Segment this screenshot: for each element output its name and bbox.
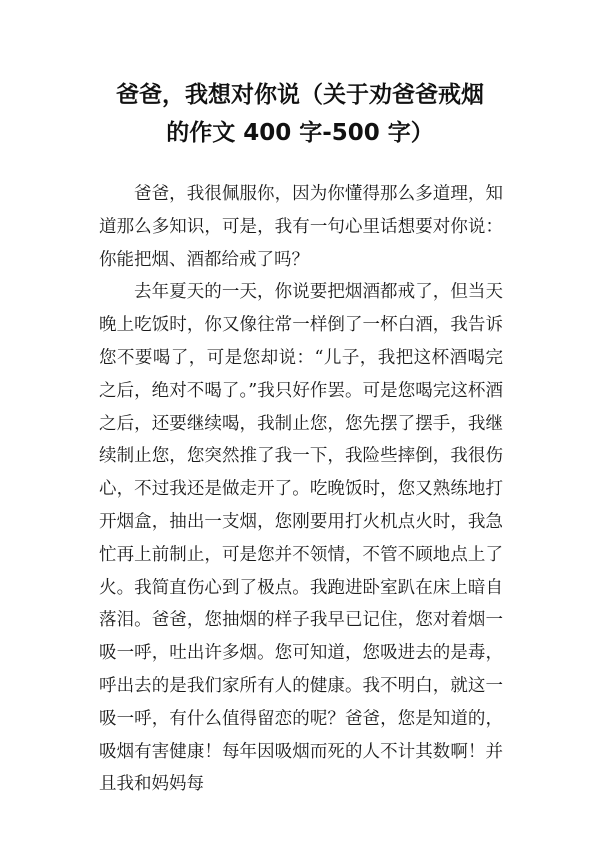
- paragraph-1: 爸爸，我很佩服你，因为你懂得那么多道理，知道那么多知识，可是，我有一句心里话想要对你说：你能把烟、酒都给戒了吗？: [99, 184, 503, 270]
- document-body: [99, 178, 503, 801]
- title-line-2: 的作文 400 字-500 字）: [166, 120, 434, 146]
- title-line-1: 爸爸，我想对你说（关于劝爸爸戒烟: [116, 82, 484, 108]
- document-title: [60, 76, 540, 152]
- paragraph-2: 去年夏天的一天，你说要把烟酒都戒了，但当天晚上吃饭时，你又像往常一样倒了一杯白酒，我告诉您不要喝了，可是您却说：“儿子，我把这杯酒喝完之后，绝对不喝了。”我只好作罢。可是您喝完这杯酒之后，还要继续喝，我制止您，您先摆了摆手，我继续制止您，您突然推了我一下，我险些摔倒，我很伤心，不过我还是做走开了。吃晚饭时，您又熟练地打开烟盒，抽出一支烟，您刚要用打火机点火时，我急忙再上前制止，可是您并不领情，不管不顾地点上了火。我简直伤心到了极点。我跑进卧室趴在床上暗自落泪。爸爸，您抽烟的样子我早已记住，您对着烟一吸一呼，吐出许多烟。您可知道，您吸进去的是毒，呼出去的是我们家所有人的健康。我不明白，就这一吸一呼，有什么值得留恋的呢？爸爸，您是知道的，吸烟有害健康！每年因吸烟而死的人不计其数啊！并且我和妈妈每: [99, 282, 503, 795]
